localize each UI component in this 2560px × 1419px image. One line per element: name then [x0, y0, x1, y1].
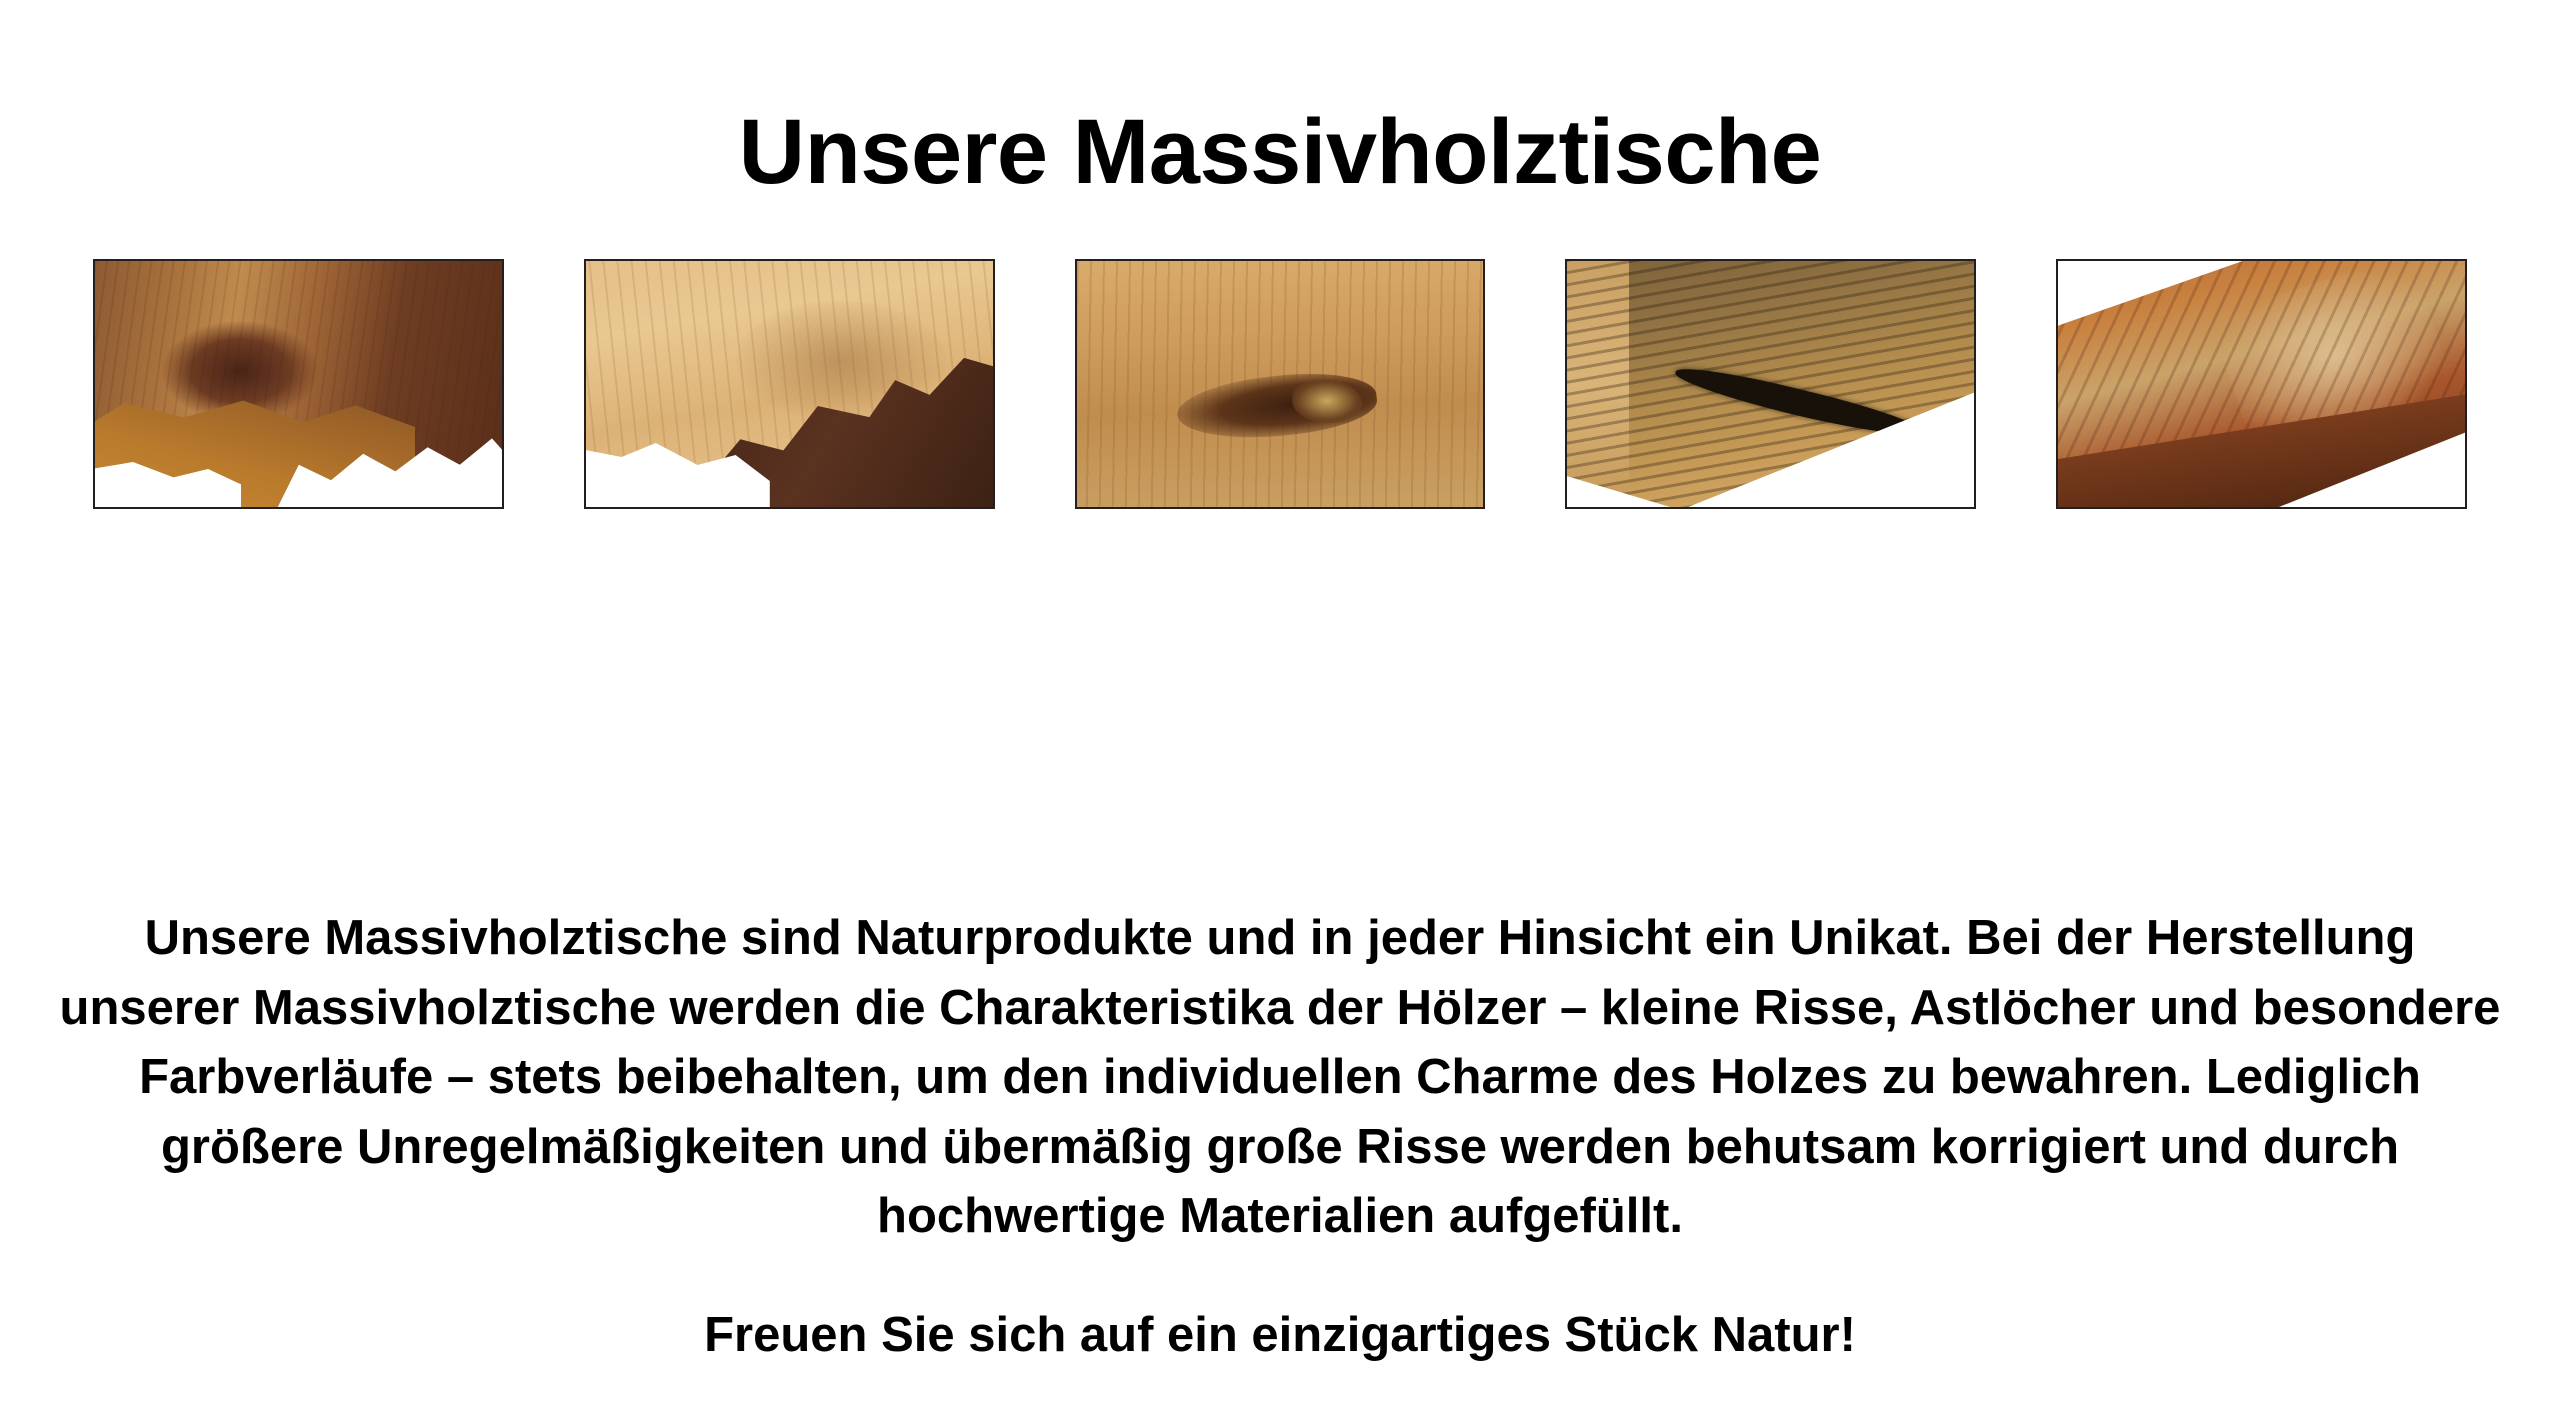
wood-photo-3 [1075, 259, 1486, 509]
wood-photo-1-image [95, 261, 502, 507]
wood-photo-3-image [1077, 261, 1484, 507]
body-copy [55, 855, 2505, 1419]
wood-photo-2-image [586, 261, 993, 507]
wood-photo-gallery [53, 243, 2507, 493]
wood-photo-2 [584, 259, 995, 509]
wood-photo-1 [93, 259, 504, 509]
wood-photo-4-image [1567, 261, 1974, 507]
wood-photo-5-image [2058, 261, 2465, 507]
body-paragraph-2: Freuen Sie sich auf ein einzigartiges Stück Natur! [704, 1307, 1856, 1362]
page-title: Unsere Massivholztische [738, 100, 1822, 203]
body-paragraph-1: Unsere Massivholztische sind Naturprodukte und in jeder Hinsicht ein Unikat. Bei der Herstellung unserer Massivholztische werden die Charakteristika der Hölzer – kleine Risse, Astlöcher und besondere Farbverläufe – stets beibehalten, um den individuellen Charme des Holzes zu bewahren. Lediglich größere Unregelmäßigkeiten und übermäßig große Risse werden behutsam korrigiert und durch hochwertige Materialien aufgefüllt. [59, 911, 2501, 1244]
wood-photo-4 [1565, 259, 1976, 509]
wood-photo-5 [2056, 259, 2467, 509]
